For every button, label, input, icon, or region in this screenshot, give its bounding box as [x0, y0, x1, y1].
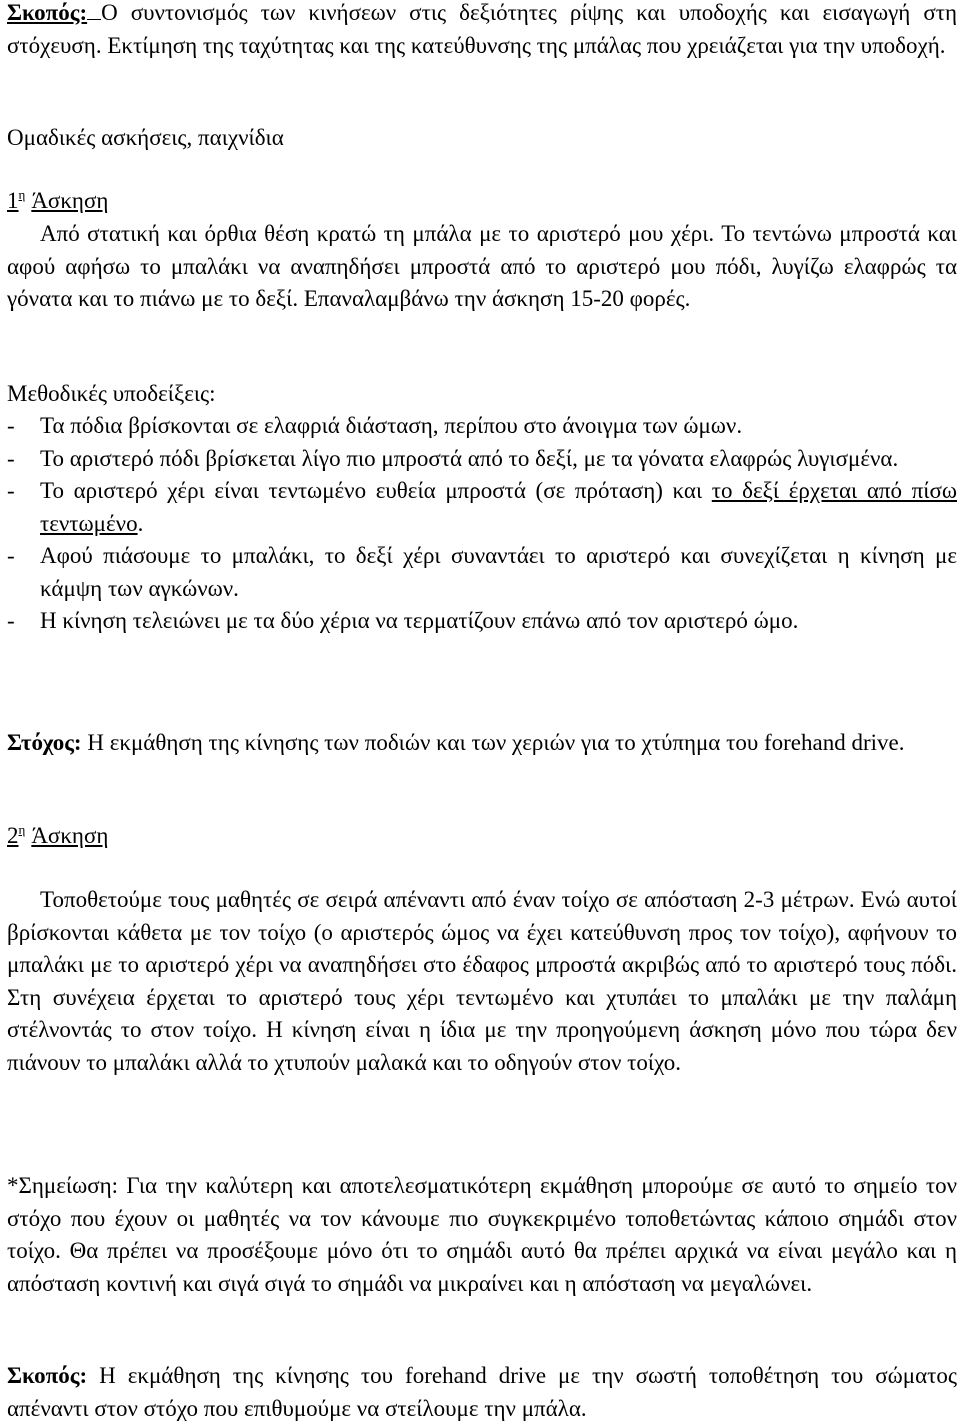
hints-heading: Μεθοδικές υποδείξεις: — [7, 381, 216, 406]
exercise-2-number: 2 — [7, 823, 19, 848]
note-paragraph: *Σημείωση: Για την καλύτερη και αποτελεσματικότερη εκμάθηση μπορούμε σε αυτό το σημείο τον στόχο που έχουν οι μαθητές να τον κάνουμε πιο συγκεκριμένο τοποθετώντας κάποιο σημάδι στον τοίχο. Θα πρέπει να προσέξουμε μόνο ότι το σημάδι αυτό θα πρέπει αρχικά να είναι μεγάλο και η απόσταση κοντινή και σιγά σιγά το σημάδι να μικραίνει και η απόσταση να μεγαλώνει. — [7, 1173, 957, 1296]
hint-text-5: Η κίνηση τελειώνει με τα δύο χέρια να τερματίζουν επάνω από τον αριστερό ώμο. — [40, 608, 799, 633]
hint-item-2 — [7, 443, 957, 476]
hint-dash-3: - — [7, 478, 15, 503]
stoxos-label: Στόχος: — [7, 730, 82, 755]
exercise-2-title: Άσκηση — [31, 823, 109, 848]
hint-text-3-underlined: το δεξί έρχεται από πίσω τεντωμένο — [40, 478, 957, 536]
exercise-2-heading — [7, 820, 957, 853]
skopos-paragraph-1 — [7, 0, 957, 62]
exercise-1-title: Άσκηση — [31, 188, 109, 213]
hint-text-1: Τα πόδια βρίσκονται σε ελαφριά διάσταση, περίπου στο άνοιγμα των ώμων. — [40, 413, 743, 438]
hint-text-3b: . — [137, 510, 144, 536]
hint-item-4 — [7, 540, 957, 605]
exercise-2-text: Τοποθετούμε τους μαθητές σε σειρά απέναντι από έναν τοίχο σε απόσταση 2-3 μέτρων. Ενώ αυτοί βρίσκονται κάθετα με τον τοίχο (ο αριστερός ώμος να έχει κατεύθυνση προς τον τοίχο), αφήνουν το μπαλάκι με το αριστερό χέρι να αναπηδήσει στο έδαφος μπροστά ακριβώς από το αριστερό τους πόδι. Στη συνέχεια έρχεται το αριστερό τους χέρι τεντωμένο και χτυπάει το μπαλάκι με την παλάμη στέλνοντάς το στον τοίχο. Η κίνηση είναι η ίδια με την προηγούμενη άσκηση μόνο που τώρα δεν πιάνουν το μπαλάκι αλλά το χτυπούν μαλακά και το οδηγούν στον τοίχο. — [7, 887, 957, 1075]
group-exercises-heading: Ομαδικές ασκήσεις, παιχνίδια — [7, 125, 284, 150]
skopos-paragraph-2 — [7, 1360, 957, 1425]
hints-list — [7, 410, 957, 638]
hint-text-3a: Το αριστερό χέρι είναι τεντωμένο ευθεία μπροστά (σε πρόταση) και — [40, 478, 712, 503]
hint-item-3 — [7, 475, 957, 540]
skopos-label-1: Σκοπός: — [7, 0, 88, 25]
hint-item-1 — [7, 410, 957, 443]
skopos-label-2: Σκοπός: — [7, 1363, 88, 1388]
hint-dash-1: - — [7, 413, 15, 438]
exercise-1-sup: η — [18, 187, 26, 202]
exercise-1-heading — [7, 185, 957, 218]
stoxos-text: Η εκμάθηση της κίνησης των ποδιών και των χεριών για το χτύπημα του forehand drive. — [81, 730, 905, 755]
exercise-1-text: Από στατική και όρθια θέση κρατώ τη μπάλα με το αριστερό μου χέρι. Το τεντώνω μπροστά και αφού αφήσω το μπαλάκι να αναπηδήσει μπροστά από το αριστερό μου πόδι, λυγίζω ελαφρώς τα γόνατα και το πιάνω με το δεξί. Επαναλαμβάνω την άσκηση 15-20 φορές. — [7, 221, 957, 311]
skopos-text-2: Η εκμάθηση της κίνησης του forehand drive με την σωστή τοποθέτηση του σώματος απέναντι στον στόχο που επιθυμούμε να στείλουμε την μπάλα. — [7, 1363, 957, 1421]
hint-text-2: Το αριστερό πόδι βρίσκεται λίγο πιο μπροστά από το δεξί, με τα γόνατα ελαφρώς λυγισμένα. — [40, 445, 899, 471]
hint-item-5 — [7, 605, 957, 638]
hint-dash-2: - — [7, 445, 15, 471]
stoxos-paragraph — [7, 727, 957, 760]
exercise-1-number: 1 — [7, 188, 19, 213]
hint-dash-5: - — [7, 608, 15, 633]
exercise-2-sup: η — [18, 822, 26, 837]
hint-dash-4: - — [7, 543, 15, 568]
hint-text-4: Αφού πιάσουμε το μπαλάκι, το δεξί χέρι συναντάει το αριστερό και συνεχίζεται η κίνηση με κάμψη των αγκώνων. — [40, 543, 957, 601]
skopos-text-1: Ο συντονισμός των κινήσεων στις δεξιότητες ρίψης και υποδοχής και εισαγωγή στη στόχευση. Εκτίμηση της ταχύτητας και της κατεύθυνσης της μπάλας που χρειάζεται για την υποδοχή. — [7, 0, 957, 58]
